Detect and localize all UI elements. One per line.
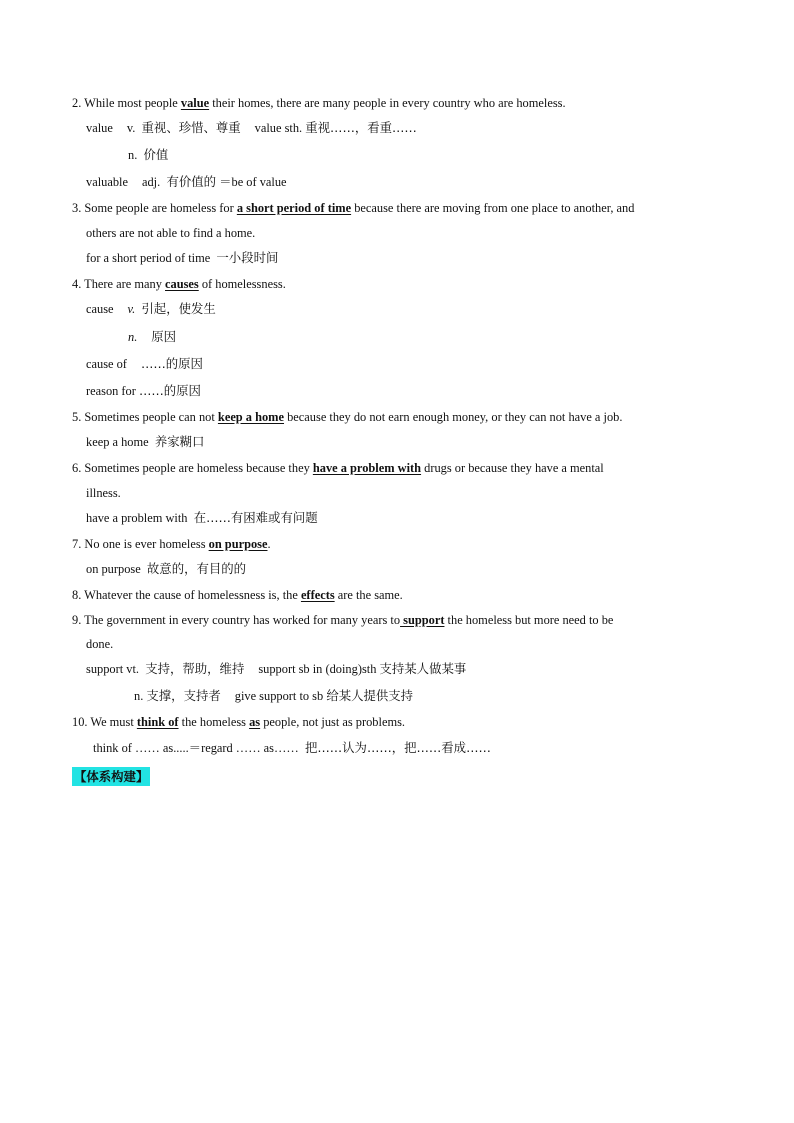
note-support-noun: n. 支撑，支持者 give support to sb 给某人提供支持: [134, 688, 414, 703]
item-9: 9. The government in every country has worked for many years to support the homeless but more need to be: [72, 613, 614, 627]
keyword-support: support: [400, 613, 445, 627]
keyword-effects: effects: [300, 588, 335, 602]
item-8: 8. Whatever the cause of homelessness is, the effects are the same.: [72, 588, 403, 602]
keyword-as: as: [249, 715, 261, 729]
item-3-continuation: others are not able to find a home.: [86, 226, 256, 240]
keyword-have-a-problem-with: have a problem with: [312, 461, 422, 475]
item-4: 4. There are many causes of homelessness.: [72, 277, 286, 291]
note-cause-of: cause of ……的原因: [86, 356, 203, 371]
keyword-keep-a-home: keep a home: [217, 410, 285, 424]
keyword-value: value: [180, 96, 210, 110]
note-on-purpose: on purpose 故意的，有目的的: [86, 561, 247, 576]
item-6: 6. Sometimes people are homeless because they have a problem with drugs or because they have a mental: [72, 461, 604, 475]
note-reason-for: reason for ……的原因: [86, 383, 201, 398]
item-2: 2. While most people value their homes, there are many people in every country who are homeless.: [72, 96, 566, 110]
note-valuable: valuable adj. 有价值的 ＝be of value: [86, 174, 287, 189]
keyword-short-period: a short period of time: [236, 201, 352, 215]
keyword-on-purpose: on purpose: [208, 537, 268, 551]
note-value-verb: value v. 重视、珍惜、尊重 value sth. 重视……，看重……: [86, 120, 417, 135]
item-6-continuation: illness.: [86, 486, 121, 500]
keyword-causes: causes: [165, 277, 199, 291]
note-keep-a-home: keep a home 养家糊口: [86, 434, 205, 449]
note-have-a-problem-with: have a problem with 在……有困难或有问题: [86, 510, 318, 525]
note-think-of-as: think of …… as.....＝regard …… as…… 把……认为……，把……看成……: [93, 740, 491, 755]
note-cause-noun: n. 原因: [128, 329, 177, 344]
item-5: 5. Sometimes people can not keep a home because they do not earn enough money, or they can not have a job.: [72, 410, 623, 424]
item-7: 7. No one is ever homeless on purpose.: [72, 537, 271, 551]
item-3: 3. Some people are homeless for a short period of time because there are moving from one place to another, and: [72, 201, 635, 215]
item-9-continuation: done.: [86, 637, 114, 651]
section-heading: 【体系构建】: [74, 769, 149, 784]
note-short-period: for a short period of time 一小段时间: [86, 250, 279, 265]
item-10: 10. We must think of the homeless as people, not just as problems.: [72, 715, 406, 729]
note-support-verb: support vt. 支持，帮助，维持 support sb in (doing)sth 支持某人做某事: [86, 661, 467, 676]
note-value-noun: n. 价值: [128, 147, 169, 162]
keyword-think-of: think of: [136, 715, 179, 729]
note-cause-verb: cause v. 引起，使发生: [86, 301, 216, 316]
